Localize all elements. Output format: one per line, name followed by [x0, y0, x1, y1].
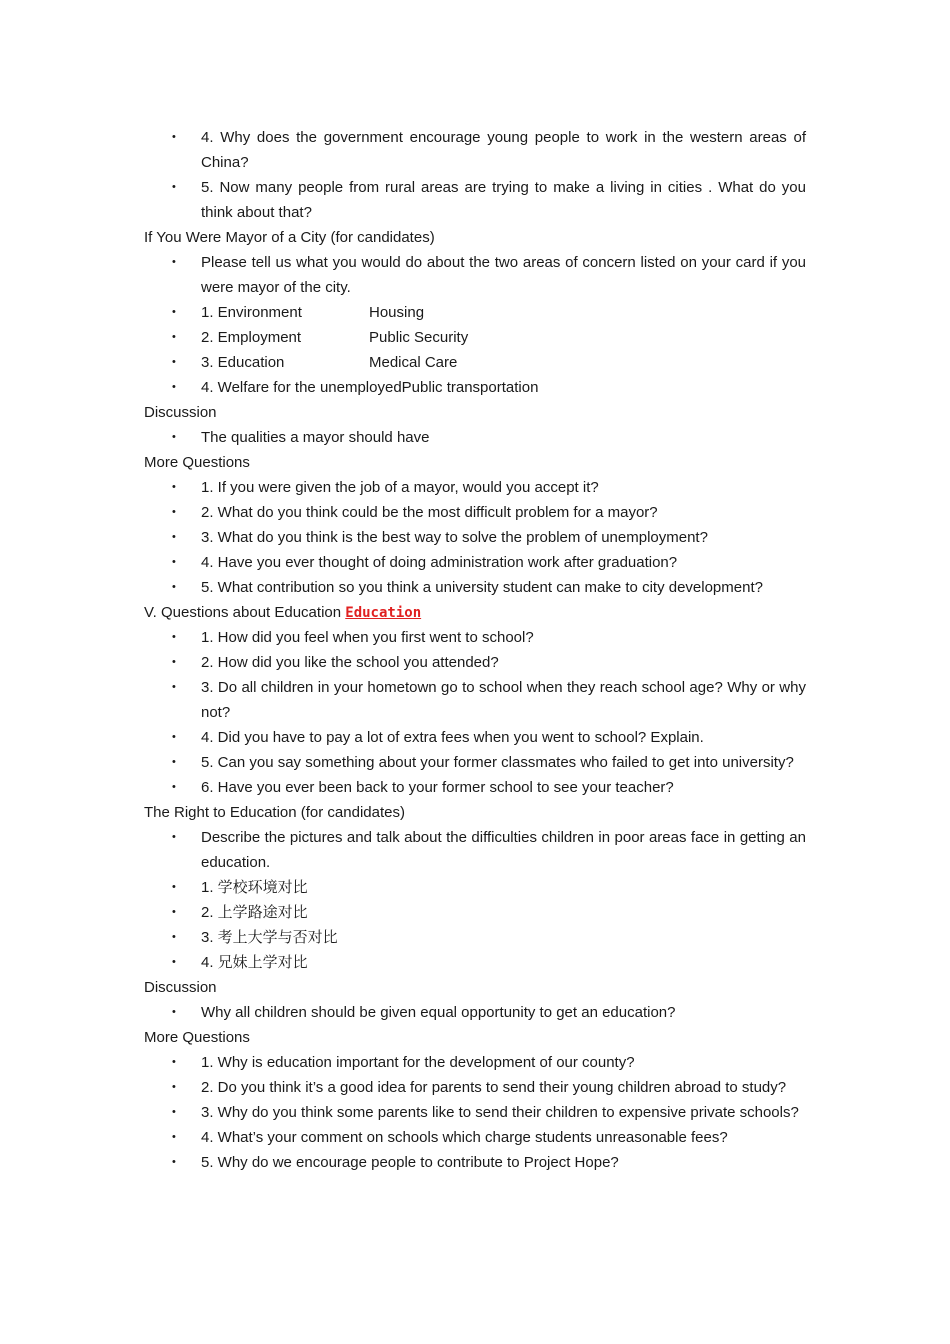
list-item-text: The qualities a mayor should have — [201, 429, 430, 446]
bullet-icon: • — [172, 1156, 176, 1168]
bullet-icon: • — [172, 1106, 176, 1118]
list-item — [144, 875, 806, 900]
concern-area-right: Public Security — [369, 329, 469, 346]
section-heading-text: Discussion — [144, 404, 217, 421]
bullet-icon: • — [172, 581, 176, 593]
list-item-text: 5. Now many people from rural areas are trying to make a living in cities . What do you think about that? — [201, 179, 806, 221]
bullet-icon: • — [172, 331, 176, 343]
list-item-text: 5. What contribution so you think a university student can make to city development? — [201, 579, 763, 596]
bullet-icon: • — [172, 756, 176, 768]
list-item — [144, 1000, 806, 1025]
section-heading — [144, 975, 806, 1000]
list-item — [144, 125, 806, 175]
list-item — [144, 350, 806, 375]
list-item — [144, 900, 806, 925]
list-item-text: 2. Do you think it’s a good idea for parents to send their young children abroad to study? — [201, 1079, 787, 1096]
list-item-text: 1. How did you feel when you first went to school? — [201, 629, 534, 646]
list-item-text: Why all children should be given equal opportunity to get an education? — [201, 1004, 676, 1021]
list-item — [144, 575, 806, 600]
bullet-icon: • — [172, 131, 176, 143]
list-item — [144, 1050, 806, 1075]
list-item-text: 4. Did you have to pay a lot of extra fees when you went to school? Explain. — [201, 729, 704, 746]
list-item — [144, 925, 806, 950]
list-item — [144, 750, 806, 775]
list-item — [144, 375, 806, 400]
list-item-text: 3. Do all children in your hometown go to school when they reach school age? Why or why not? — [201, 679, 806, 721]
list-item-text: Please tell us what you would do about the two areas of concern listed on your card if you were mayor of the city. — [201, 254, 806, 296]
section-heading — [144, 600, 806, 625]
section-heading — [144, 450, 806, 475]
list-item — [144, 1125, 806, 1150]
concern-area-left: 1. Environment — [201, 304, 302, 321]
bullet-icon: • — [172, 531, 176, 543]
bullet-icon: • — [172, 306, 176, 318]
bullet-icon: • — [172, 381, 176, 393]
section-heading-text: More Questions — [144, 1029, 250, 1046]
bullet-icon: • — [172, 181, 176, 193]
bullet-icon: • — [172, 481, 176, 493]
bullet-icon: • — [172, 681, 176, 693]
list-item-text: 6. Have you ever been back to your former school to see your teacher? — [201, 779, 674, 796]
bullet-icon: • — [172, 356, 176, 368]
list-item — [144, 825, 806, 875]
concern-area-right: Housing — [369, 304, 425, 321]
bullet-icon: • — [172, 781, 176, 793]
list-item-text: Describe the pictures and talk about the difficulties children in poor areas face in getting an education. — [201, 829, 806, 871]
bullet-icon: • — [172, 881, 176, 893]
list-item — [144, 175, 806, 225]
list-item-text: 5. Can you say something about your former classmates who failed to get into university? — [201, 754, 794, 771]
bullet-icon: • — [172, 506, 176, 518]
list-item-text: 1. If you were given the job of a mayor, would you accept it? — [201, 479, 599, 496]
section-heading-text: V. Questions about Education — [144, 604, 342, 621]
bullet-icon: • — [172, 1056, 176, 1068]
list-item — [144, 650, 806, 675]
bullet-icon: • — [172, 831, 176, 843]
section-heading — [144, 225, 806, 250]
concern-area-left: 2. Employment — [201, 329, 302, 346]
concern-area-right: Medical Care — [369, 354, 458, 371]
list-item-text: 2. 上学路途对比 — [201, 904, 308, 921]
section-heading — [144, 800, 806, 825]
list-item — [144, 675, 806, 725]
section-heading-text: More Questions — [144, 454, 250, 471]
bullet-icon: • — [172, 431, 176, 443]
section-heading — [144, 400, 806, 425]
list-item — [144, 500, 806, 525]
bullet-icon: • — [172, 1131, 176, 1143]
bullet-icon: • — [172, 1081, 176, 1093]
list-item-text: 1. Why is education important for the development of our county? — [201, 1054, 635, 1071]
list-item-text: 4. 兄妹上学对比 — [201, 954, 308, 971]
bullet-icon: • — [172, 631, 176, 643]
bullet-icon: • — [172, 1006, 176, 1018]
bullet-icon: • — [172, 906, 176, 918]
list-item — [144, 325, 806, 350]
list-item — [144, 775, 806, 800]
list-item — [144, 1150, 806, 1175]
list-item — [144, 525, 806, 550]
bullet-icon: • — [172, 956, 176, 968]
list-item-text: 2. What do you think could be the most difficult problem for a mayor? — [201, 504, 658, 521]
list-item — [144, 300, 806, 325]
list-item-text: 1. 学校环境对比 — [201, 879, 308, 896]
list-item-text: 3. Why do you think some parents like to send their children to expensive private schools? — [201, 1104, 799, 1121]
list-item — [144, 550, 806, 575]
section-heading — [144, 1025, 806, 1050]
list-item — [144, 475, 806, 500]
list-item-text: 4. Why does the government encourage young people to work in the western areas of China? — [201, 129, 806, 171]
bullet-icon: • — [172, 256, 176, 268]
list-item — [144, 1075, 806, 1100]
list-item-text: 3. What do you think is the best way to solve the problem of unemployment? — [201, 529, 708, 546]
bullet-icon: • — [172, 931, 176, 943]
bullet-icon: • — [172, 556, 176, 568]
list-item-text: 2. How did you like the school you attended? — [201, 654, 499, 671]
section-heading-text: If You Were Mayor of a City (for candidates) — [144, 229, 435, 246]
list-item — [144, 725, 806, 750]
list-item-text: 4. What’s your comment on schools which charge students unreasonable fees? — [201, 1129, 728, 1146]
list-item — [144, 425, 806, 450]
list-item-text: 3. 考上大学与否对比 — [201, 929, 338, 946]
document-content — [144, 125, 806, 1175]
bullet-icon: • — [172, 731, 176, 743]
section-heading-text: Discussion — [144, 979, 217, 996]
list-item-text: 5. Why do we encourage people to contribute to Project Hope? — [201, 1154, 619, 1171]
list-item — [144, 950, 806, 975]
concern-area-left: 3. Education — [201, 354, 285, 371]
section-heading-text: The Right to Education (for candidates) — [144, 804, 405, 821]
concern-area-right: Public transportation — [401, 379, 539, 396]
list-item — [144, 625, 806, 650]
concern-area-left: 4. Welfare for the unemployed — [201, 379, 402, 396]
list-item — [144, 250, 806, 300]
list-item-text: 4. Have you ever thought of doing administration work after graduation? — [201, 554, 678, 571]
education-link[interactable]: Education — [345, 605, 422, 621]
list-item — [144, 1100, 806, 1125]
bullet-icon: • — [172, 656, 176, 668]
